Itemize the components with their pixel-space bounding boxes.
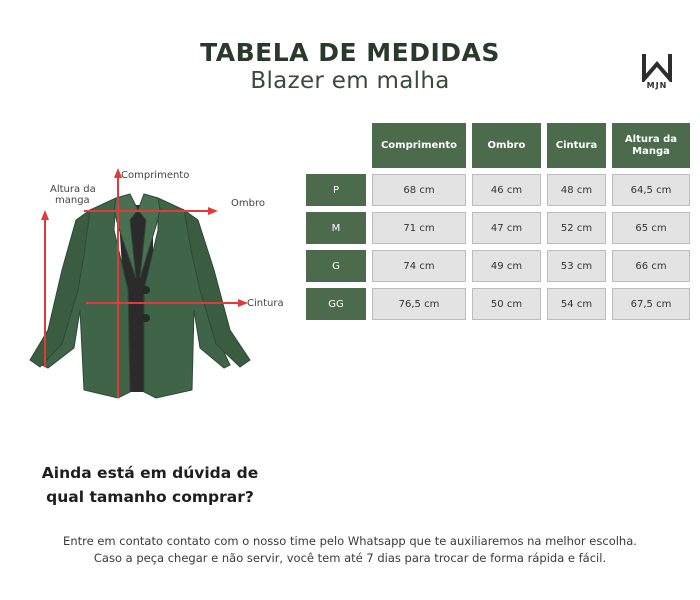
table-cell: 53 cm (547, 250, 606, 282)
label-sleeve-height-line1: Altura da (50, 184, 96, 195)
table-cell: 71 cm (372, 212, 466, 244)
size-label-p: P (306, 174, 366, 206)
table-cell: 48 cm (547, 174, 606, 206)
help-contact-line2: Caso a peça chegar e não servir, você tem até 7 dias para trocar de forma rápida e fácil. (93, 551, 607, 565)
col-header-sleeve-height: Altura da Manga (612, 123, 690, 168)
table-cell: 47 cm (472, 212, 541, 244)
blazer-diagram (18, 160, 318, 410)
table-cell: 65 cm (612, 212, 690, 244)
help-question (0, 461, 300, 509)
table-cell: 46 cm (472, 174, 541, 206)
help-question-line1: Ainda está em dúvida de (41, 464, 259, 482)
col-header-waist: Cintura (547, 123, 606, 168)
table-cell: 50 cm (472, 288, 541, 320)
table-cell: 76,5 cm (372, 288, 466, 320)
table-cell: 74 cm (372, 250, 466, 282)
table-cell: 66 cm (612, 250, 690, 282)
label-length: Comprimento (121, 170, 190, 181)
logo-mark-icon (640, 52, 674, 82)
help-contact-line1: Entre em contato contato com o nosso time pelo Whatsapp que te auxiliaremos na melhor escolha. (63, 534, 637, 548)
label-sleeve-height-line2: manga (55, 195, 90, 206)
col-header-shoulder: Ombro (472, 123, 541, 168)
table-cell: 49 cm (472, 250, 541, 282)
size-label-gg: GG (306, 288, 366, 320)
label-shoulder: Ombro (231, 198, 265, 209)
help-contact (0, 533, 700, 567)
table-cell: 54 cm (547, 288, 606, 320)
label-waist: Cintura (247, 298, 284, 309)
help-question-line2: qual tamanho comprar? (46, 488, 254, 506)
col-header-length: Comprimento (372, 123, 466, 168)
size-label-g: G (306, 250, 366, 282)
brand-logo (640, 52, 674, 92)
logo-text: MJN (646, 81, 668, 90)
page-subtitle: Blazer em malha (250, 68, 450, 94)
table-cell: 67,5 cm (612, 288, 690, 320)
table-cell: 68 cm (372, 174, 466, 206)
table-cell: 52 cm (547, 212, 606, 244)
table-cell: 64,5 cm (612, 174, 690, 206)
size-label-m: M (306, 212, 366, 244)
page-title: TABELA DE MEDIDAS (200, 38, 500, 67)
